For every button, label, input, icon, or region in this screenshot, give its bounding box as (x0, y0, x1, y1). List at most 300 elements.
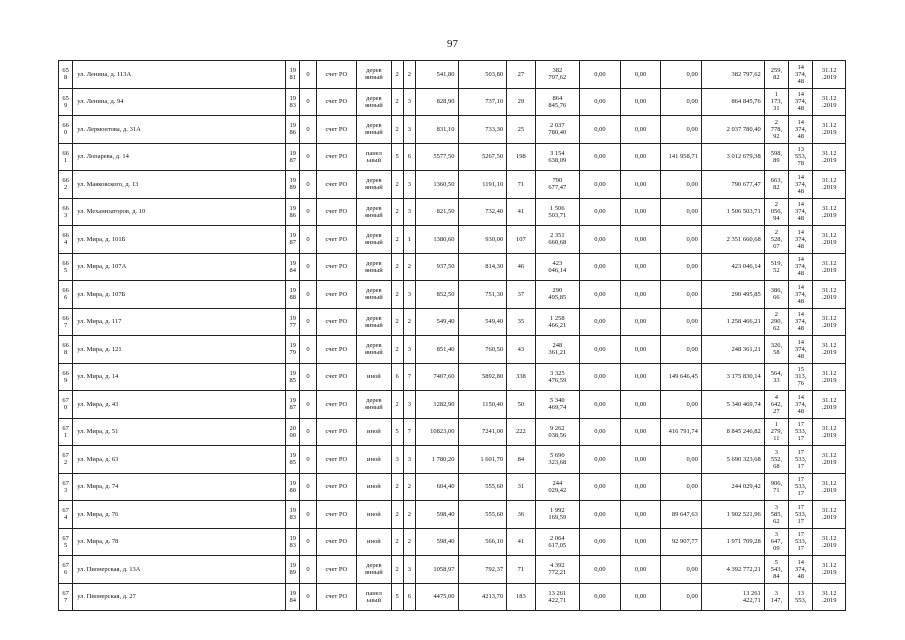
wall-material-cell: иной (357, 528, 391, 556)
entrances-cell: 2 (403, 501, 415, 529)
residents-cell: 46 (507, 253, 535, 281)
fund-federal-cell: 0,00 (580, 528, 621, 556)
living-area-cell: 814,30 (458, 253, 507, 281)
floors-cell: 2 (391, 556, 403, 584)
fund-federal-cell: 0,00 (580, 556, 621, 584)
fund-method-cell: счет РО (316, 391, 357, 419)
living-area-cell: 732,40 (458, 198, 507, 226)
fund-local-cell: 0,00 (661, 88, 702, 116)
address-cell: ул. Ленина, д. 113А (73, 61, 286, 89)
fund-regional-cell: 0,00 (620, 116, 661, 144)
year-cell: 19 86 (286, 198, 300, 226)
total-cost-cell: 1 506 503,71 (535, 198, 580, 226)
entrances-cell: 7 (403, 418, 415, 446)
total-area-cell: 604,40 (415, 473, 458, 501)
wall-material-cell: дерев янный (357, 253, 391, 281)
fund-regional-cell: 0,00 (620, 446, 661, 474)
entrances-cell: 3 (403, 281, 415, 309)
zero-cell: 0 (300, 501, 316, 529)
completion-date-cell: 31.12 .2019 (813, 116, 846, 144)
total-cost-cell: 3 154 638,09 (535, 143, 580, 171)
row-number-cell: 67 7 (59, 583, 73, 611)
floors-cell: 2 (391, 61, 403, 89)
zero-cell: 0 (300, 226, 316, 254)
unit-limit-cell: 17 533, 17 (789, 446, 813, 474)
living-area-cell: 555,60 (458, 473, 507, 501)
zero-cell: 0 (300, 528, 316, 556)
fund-regional-cell: 0,00 (620, 143, 661, 171)
row-number-cell: 67 2 (59, 446, 73, 474)
year-cell: 19 77 (286, 308, 300, 336)
zero-cell: 0 (300, 308, 316, 336)
total-area-cell: 5577,50 (415, 143, 458, 171)
owners-funds-cell: 864 845,76 (701, 88, 764, 116)
table-row (59, 528, 846, 556)
total-cost-cell: 1 258 466,21 (535, 308, 580, 336)
wall-material-cell: иной (357, 363, 391, 391)
wall-material-cell: панел ьный (357, 583, 391, 611)
unit-limit-cell: 14 374, 48 (789, 336, 813, 364)
entrances-cell: 3 (403, 171, 415, 199)
entrances-cell: 2 (403, 473, 415, 501)
entrances-cell: 6 (403, 583, 415, 611)
table-row (59, 391, 846, 419)
fund-local-cell: 149 646,45 (661, 363, 702, 391)
row-number-cell: 66 7 (59, 308, 73, 336)
wall-material-cell: иной (357, 418, 391, 446)
owners-funds-cell: 4 392 772,21 (701, 556, 764, 584)
year-cell: 20 00 (286, 418, 300, 446)
total-cost-cell: 864 845,76 (535, 88, 580, 116)
fund-federal-cell: 0,00 (580, 336, 621, 364)
table-body (59, 61, 846, 611)
fund-method-cell: счет РО (316, 308, 357, 336)
total-cost-cell: 5 690 323,68 (535, 446, 580, 474)
living-area-cell: 549,40 (458, 308, 507, 336)
residents-cell: 71 (507, 171, 535, 199)
row-number-cell: 67 1 (59, 418, 73, 446)
floors-cell: 6 (391, 363, 403, 391)
fund-local-cell: 0,00 (661, 171, 702, 199)
living-area-cell: 1 601,70 (458, 446, 507, 474)
zero-cell: 0 (300, 281, 316, 309)
fund-federal-cell: 0,00 (580, 308, 621, 336)
fund-federal-cell: 0,00 (580, 473, 621, 501)
living-area-cell: 4213,70 (458, 583, 507, 611)
row-number-cell: 66 3 (59, 198, 73, 226)
fund-local-cell: 89 647,63 (661, 501, 702, 529)
fund-federal-cell: 0,00 (580, 583, 621, 611)
table-row (59, 253, 846, 281)
address-cell: ул. Мира, д. 107Б (73, 281, 286, 309)
residents-cell: 25 (507, 116, 535, 144)
entrances-cell: 2 (403, 528, 415, 556)
residents-cell: 29 (507, 88, 535, 116)
zero-cell: 0 (300, 391, 316, 419)
owners-funds-cell: 3 175 830,14 (701, 363, 764, 391)
zero-cell: 0 (300, 583, 316, 611)
unit-limit-cell: 14 374, 48 (789, 171, 813, 199)
zero-cell: 0 (300, 446, 316, 474)
owners-funds-cell: 2 351 660,68 (701, 226, 764, 254)
fund-federal-cell: 0,00 (580, 391, 621, 419)
wall-material-cell: иной (357, 446, 391, 474)
owners-funds-cell: 13 261 422,71 (701, 583, 764, 611)
fund-local-cell: 92 907,77 (661, 528, 702, 556)
entrances-cell: 3 (403, 556, 415, 584)
address-cell: ул. Маяковского, д. 13 (73, 171, 286, 199)
owners-funds-cell: 8 845 246,82 (701, 418, 764, 446)
fund-local-cell: 0,00 (661, 336, 702, 364)
table-row (59, 583, 846, 611)
total-area-cell: 852,50 (415, 281, 458, 309)
completion-date-cell: 31.12 .2019 (813, 226, 846, 254)
fund-method-cell: счет РО (316, 61, 357, 89)
total-area-cell: 1360,50 (415, 171, 458, 199)
fund-federal-cell: 0,00 (580, 171, 621, 199)
unit-limit-cell: 14 374, 48 (789, 61, 813, 89)
total-cost-cell: 244 029,42 (535, 473, 580, 501)
wall-material-cell: иной (357, 473, 391, 501)
completion-date-cell: 31.12 .2019 (813, 143, 846, 171)
year-cell: 19 87 (286, 226, 300, 254)
zero-cell: 0 (300, 336, 316, 364)
owners-funds-cell: 248 361,21 (701, 336, 764, 364)
zero-cell: 0 (300, 363, 316, 391)
unit-limit-cell: 14 374, 48 (789, 391, 813, 419)
total-area-cell: 1282,90 (415, 391, 458, 419)
living-area-cell: 760,50 (458, 336, 507, 364)
residents-cell: 41 (507, 198, 535, 226)
row-number-cell: 65 8 (59, 61, 73, 89)
year-cell: 19 86 (286, 116, 300, 144)
fund-regional-cell: 0,00 (620, 61, 661, 89)
unit-cost-cell: 4 642, 27 (764, 391, 788, 419)
floors-cell: 2 (391, 391, 403, 419)
zero-cell: 0 (300, 88, 316, 116)
fund-method-cell: счет РО (316, 556, 357, 584)
total-area-cell: 541,80 (415, 61, 458, 89)
year-cell: 19 87 (286, 391, 300, 419)
fund-local-cell: 0,00 (661, 226, 702, 254)
address-cell: ул. Пионерская, д. 13А (73, 556, 286, 584)
row-number-cell: 67 4 (59, 501, 73, 529)
total-area-cell: 1058,97 (415, 556, 458, 584)
address-cell: ул. Механизаторов, д. 10 (73, 198, 286, 226)
total-area-cell: 1380,60 (415, 226, 458, 254)
total-area-cell: 937,50 (415, 253, 458, 281)
total-cost-cell: 2 351 660,68 (535, 226, 580, 254)
fund-regional-cell: 0,00 (620, 391, 661, 419)
entrances-cell: 2 (403, 253, 415, 281)
unit-cost-cell: 259, 82 (764, 61, 788, 89)
unit-cost-cell: 1 279, 11 (764, 418, 788, 446)
completion-date-cell: 31.12 .2019 (813, 363, 846, 391)
table-row (59, 116, 846, 144)
row-number-cell: 66 4 (59, 226, 73, 254)
living-area-cell: 7241,00 (458, 418, 507, 446)
total-area-cell: 10823,00 (415, 418, 458, 446)
unit-cost-cell: 3 147, (764, 583, 788, 611)
owners-funds-cell: 423 046,14 (701, 253, 764, 281)
completion-date-cell: 31.12 .2019 (813, 308, 846, 336)
wall-material-cell: дерев янный (357, 88, 391, 116)
fund-federal-cell: 0,00 (580, 446, 621, 474)
total-cost-cell: 248 361,21 (535, 336, 580, 364)
unit-cost-cell: 2 778, 92 (764, 116, 788, 144)
row-number-cell: 66 2 (59, 171, 73, 199)
fund-local-cell: 141 958,71 (661, 143, 702, 171)
unit-limit-cell: 14 374, 48 (789, 308, 813, 336)
year-cell: 19 83 (286, 528, 300, 556)
entrances-cell: 3 (403, 446, 415, 474)
floors-cell: 5 (391, 583, 403, 611)
living-area-cell: 5892,80 (458, 363, 507, 391)
residents-cell: 41 (507, 528, 535, 556)
unit-limit-cell: 17 533, 17 (789, 501, 813, 529)
row-number-cell: 65 9 (59, 88, 73, 116)
wall-material-cell: дерев янный (357, 281, 391, 309)
total-cost-cell: 790 677,47 (535, 171, 580, 199)
fund-method-cell: счет РО (316, 473, 357, 501)
floors-cell: 2 (391, 281, 403, 309)
row-number-cell: 67 3 (59, 473, 73, 501)
table-row (59, 226, 846, 254)
total-cost-cell: 423 046,14 (535, 253, 580, 281)
row-number-cell: 67 0 (59, 391, 73, 419)
entrances-cell: 3 (403, 88, 415, 116)
fund-federal-cell: 0,00 (580, 198, 621, 226)
residents-cell: 35 (507, 308, 535, 336)
fund-federal-cell: 0,00 (580, 281, 621, 309)
residents-cell: 27 (507, 61, 535, 89)
address-cell: ул. Мира, д. 78 (73, 528, 286, 556)
year-cell: 19 85 (286, 446, 300, 474)
fund-local-cell: 0,00 (661, 583, 702, 611)
living-area-cell: 555,60 (458, 501, 507, 529)
year-cell: 19 85 (286, 363, 300, 391)
unit-limit-cell: 14 374, 48 (789, 281, 813, 309)
fund-local-cell: 0,00 (661, 198, 702, 226)
fund-federal-cell: 0,00 (580, 88, 621, 116)
total-cost-cell: 2 037 780,40 (535, 116, 580, 144)
fund-local-cell: 0,00 (661, 473, 702, 501)
total-cost-cell: 2 064 617,05 (535, 528, 580, 556)
unit-cost-cell: 2 528, 67 (764, 226, 788, 254)
unit-limit-cell: 14 374, 48 (789, 556, 813, 584)
wall-material-cell: иной (357, 501, 391, 529)
wall-material-cell: панел ьный (357, 143, 391, 171)
address-cell: ул. Мира, д. 14 (73, 363, 286, 391)
wall-material-cell: дерев янный (357, 308, 391, 336)
fund-local-cell: 0,00 (661, 556, 702, 584)
total-cost-cell: 1 992 169,59 (535, 501, 580, 529)
entrances-cell: 3 (403, 116, 415, 144)
residents-cell: 36 (507, 501, 535, 529)
table-row (59, 143, 846, 171)
living-area-cell: 503,80 (458, 61, 507, 89)
fund-method-cell: счет РО (316, 226, 357, 254)
fund-method-cell: счет РО (316, 528, 357, 556)
zero-cell: 0 (300, 171, 316, 199)
completion-date-cell: 31.12 .2019 (813, 501, 846, 529)
fund-method-cell: счет РО (316, 116, 357, 144)
owners-funds-cell: 382 797,62 (701, 61, 764, 89)
total-area-cell: 821,50 (415, 198, 458, 226)
completion-date-cell: 31.12 .2019 (813, 171, 846, 199)
unit-cost-cell: 663, 82 (764, 171, 788, 199)
fund-local-cell: 0,00 (661, 446, 702, 474)
fund-federal-cell: 0,00 (580, 418, 621, 446)
wall-material-cell: дерев янный (357, 391, 391, 419)
address-cell: ул. Мира, д. 63 (73, 446, 286, 474)
housing-registry-table (58, 60, 846, 611)
year-cell: 19 84 (286, 253, 300, 281)
residents-cell: 50 (507, 391, 535, 419)
unit-limit-cell: 17 533, 17 (789, 528, 813, 556)
address-cell: ул. Мира, д. 51 (73, 418, 286, 446)
total-cost-cell: 3 325 476,59 (535, 363, 580, 391)
completion-date-cell: 31.12 .2019 (813, 198, 846, 226)
year-cell: 19 83 (286, 88, 300, 116)
floors-cell: 2 (391, 171, 403, 199)
unit-cost-cell: 906, 71 (764, 473, 788, 501)
table-row (59, 308, 846, 336)
zero-cell: 0 (300, 198, 316, 226)
floors-cell: 2 (391, 501, 403, 529)
entrances-cell: 6 (403, 143, 415, 171)
fund-federal-cell: 0,00 (580, 226, 621, 254)
fund-regional-cell: 0,00 (620, 363, 661, 391)
year-cell: 19 89 (286, 556, 300, 584)
residents-cell: 37 (507, 281, 535, 309)
year-cell: 19 84 (286, 583, 300, 611)
residents-cell: 43 (507, 336, 535, 364)
row-number-cell: 66 5 (59, 253, 73, 281)
completion-date-cell: 31.12 .2019 (813, 418, 846, 446)
address-cell: ул. Пионерская, д. 27 (73, 583, 286, 611)
wall-material-cell: дерев янный (357, 61, 391, 89)
unit-cost-cell: 326, 58 (764, 336, 788, 364)
total-area-cell: 598,40 (415, 501, 458, 529)
unit-limit-cell: 14 374, 48 (789, 198, 813, 226)
fund-local-cell: 0,00 (661, 281, 702, 309)
owners-funds-cell: 3 012 679,38 (701, 143, 764, 171)
completion-date-cell: 31.12 .2019 (813, 253, 846, 281)
entrances-cell: 7 (403, 363, 415, 391)
unit-cost-cell: 519, 52 (764, 253, 788, 281)
total-area-cell: 831,10 (415, 116, 458, 144)
table-row (59, 171, 846, 199)
unit-cost-cell: 386, 66 (764, 281, 788, 309)
address-cell: ул. Лермонтова, д. 31А (73, 116, 286, 144)
fund-regional-cell: 0,00 (620, 281, 661, 309)
total-cost-cell: 9 262 038,56 (535, 418, 580, 446)
fund-method-cell: счет РО (316, 281, 357, 309)
fund-local-cell: 0,00 (661, 308, 702, 336)
entrances-cell: 1 (403, 226, 415, 254)
fund-local-cell: 416 791,74 (661, 418, 702, 446)
residents-cell: 222 (507, 418, 535, 446)
residents-cell: 338 (507, 363, 535, 391)
unit-cost-cell: 2 056, 94 (764, 198, 788, 226)
completion-date-cell: 31.12 .2019 (813, 556, 846, 584)
year-cell: 19 88 (286, 281, 300, 309)
zero-cell: 0 (300, 556, 316, 584)
owners-funds-cell: 1 506 503,71 (701, 198, 764, 226)
floors-cell: 2 (391, 528, 403, 556)
floors-cell: 2 (391, 253, 403, 281)
unit-cost-cell: 1 173, 31 (764, 88, 788, 116)
wall-material-cell: дерев янный (357, 171, 391, 199)
fund-regional-cell: 0,00 (620, 418, 661, 446)
total-area-cell: 1 780,20 (415, 446, 458, 474)
owners-funds-cell: 5 340 469,74 (701, 391, 764, 419)
row-number-cell: 66 1 (59, 143, 73, 171)
wall-material-cell: дерев янный (357, 556, 391, 584)
fund-method-cell: счет РО (316, 336, 357, 364)
floors-cell: 5 (391, 143, 403, 171)
fund-method-cell: счет РО (316, 501, 357, 529)
residents-cell: 31 (507, 473, 535, 501)
year-cell: 19 89 (286, 171, 300, 199)
owners-funds-cell: 290 495,85 (701, 281, 764, 309)
fund-regional-cell: 0,00 (620, 171, 661, 199)
total-area-cell: 4475,00 (415, 583, 458, 611)
living-area-cell: 792,37 (458, 556, 507, 584)
table-row (59, 198, 846, 226)
unit-cost-cell: 3 585, 62 (764, 501, 788, 529)
living-area-cell: 5267,50 (458, 143, 507, 171)
table-row (59, 281, 846, 309)
fund-federal-cell: 0,00 (580, 116, 621, 144)
address-cell: ул. Мира, д. 121 (73, 336, 286, 364)
fund-method-cell: счет РО (316, 418, 357, 446)
row-number-cell: 67 6 (59, 556, 73, 584)
year-cell: 19 81 (286, 61, 300, 89)
completion-date-cell: 31.12 .2019 (813, 473, 846, 501)
fund-regional-cell: 0,00 (620, 583, 661, 611)
wall-material-cell: дерев янный (357, 226, 391, 254)
address-cell: ул. Мира, д. 117 (73, 308, 286, 336)
row-number-cell: 66 9 (59, 363, 73, 391)
address-cell: ул. Лопарева, д. 14 (73, 143, 286, 171)
fund-method-cell: счет РО (316, 446, 357, 474)
unit-cost-cell: 5 543, 84 (764, 556, 788, 584)
table-row (59, 336, 846, 364)
unit-limit-cell: 15 313, 76 (789, 363, 813, 391)
entrances-cell: 3 (403, 391, 415, 419)
completion-date-cell: 31.12 .2019 (813, 528, 846, 556)
unit-limit-cell: 17 533, 17 (789, 418, 813, 446)
unit-limit-cell: 17 533, 17 (789, 473, 813, 501)
table-row (59, 556, 846, 584)
zero-cell: 0 (300, 116, 316, 144)
unit-limit-cell: 14 374, 48 (789, 226, 813, 254)
residents-cell: 183 (507, 583, 535, 611)
fund-regional-cell: 0,00 (620, 88, 661, 116)
entrances-cell: 3 (403, 198, 415, 226)
unit-cost-cell: 3 552, 68 (764, 446, 788, 474)
wall-material-cell: дерев янный (357, 336, 391, 364)
total-cost-cell: 5 340 469,74 (535, 391, 580, 419)
entrances-cell: 3 (403, 336, 415, 364)
completion-date-cell: 31.12 .2019 (813, 336, 846, 364)
unit-cost-cell: 3 647, 09 (764, 528, 788, 556)
page-number: 97 (447, 38, 458, 50)
fund-local-cell: 0,00 (661, 391, 702, 419)
living-area-cell: 737,10 (458, 88, 507, 116)
